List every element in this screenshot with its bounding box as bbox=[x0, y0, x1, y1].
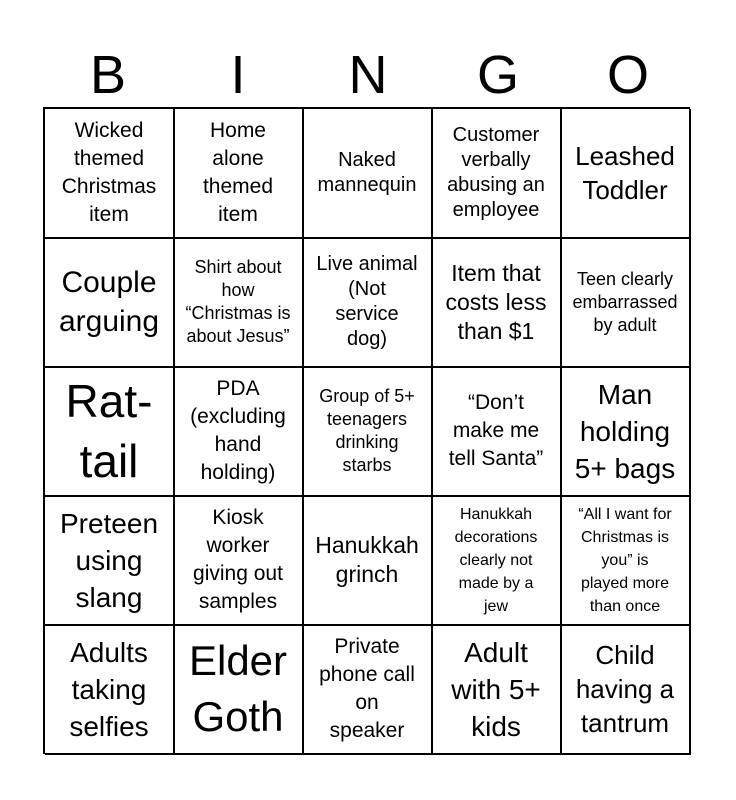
bingo-cell[interactable] bbox=[561, 367, 691, 497]
cell-text: Rat- tail bbox=[65, 375, 153, 487]
cell-text: Private phone call on speaker bbox=[319, 635, 415, 742]
cell-text: Home alone themed item bbox=[202, 119, 274, 226]
header-letter-b: B bbox=[89, 45, 127, 105]
bingo-cell[interactable] bbox=[432, 625, 562, 755]
bingo-cell[interactable] bbox=[174, 367, 304, 497]
bingo-cell[interactable] bbox=[432, 496, 562, 626]
cell-text: Item that costs less than $1 bbox=[445, 259, 547, 344]
cell-text: Couple arguing bbox=[58, 266, 160, 338]
cell-text: Shirt about how “Christmas is about Jesus” bbox=[185, 257, 291, 346]
bingo-cell[interactable] bbox=[432, 109, 562, 239]
cell-text: Adults taking selfies bbox=[69, 636, 149, 742]
bingo-card-grid bbox=[43, 107, 690, 754]
cell-text: Child having a tantrum bbox=[575, 640, 675, 738]
bingo-cell[interactable] bbox=[45, 367, 175, 497]
cell-text: Live animal (Not service dog) bbox=[316, 253, 418, 350]
cell-text: Hanukkah grinch bbox=[315, 532, 419, 587]
bingo-cell[interactable] bbox=[303, 367, 433, 497]
cell-text: Adult with 5+ kids bbox=[451, 636, 541, 742]
cell-text: Wicked themed Christmas item bbox=[61, 119, 157, 226]
cell-text: Naked mannequin bbox=[317, 149, 417, 196]
cell-text: “Don’t make me tell Santa” bbox=[448, 391, 544, 470]
bingo-cell[interactable] bbox=[303, 109, 433, 239]
bingo-cell[interactable] bbox=[432, 367, 562, 497]
bingo-cell[interactable] bbox=[45, 496, 175, 626]
bingo-cell[interactable] bbox=[174, 625, 304, 755]
bingo-cell[interactable] bbox=[45, 625, 175, 755]
cell-text: Preteen using slang bbox=[59, 507, 159, 613]
cell-text: Leashed Toddler bbox=[575, 141, 675, 205]
bingo-header bbox=[43, 44, 693, 106]
bingo-cell[interactable] bbox=[174, 109, 304, 239]
bingo-cell[interactable] bbox=[303, 625, 433, 755]
header-letter-i: I bbox=[230, 45, 246, 105]
bingo-cell[interactable] bbox=[561, 109, 691, 239]
bingo-cell[interactable] bbox=[561, 496, 691, 626]
bingo-cell[interactable] bbox=[45, 238, 175, 368]
bingo-cell[interactable] bbox=[45, 109, 175, 239]
bingo-cell[interactable] bbox=[561, 625, 691, 755]
cell-text: “All I want for Christmas is you” is played more than once bbox=[578, 505, 672, 615]
cell-text: Customer verbally abusing an employee bbox=[447, 124, 545, 221]
bingo-cell[interactable] bbox=[303, 238, 433, 368]
cell-text: Hanukkah decorations clearly not made by a jew bbox=[454, 505, 538, 615]
cell-text: Elder Goth bbox=[188, 637, 288, 740]
header-letter-o: O bbox=[606, 45, 649, 105]
cell-text: Teen clearly embarrassed by adult bbox=[572, 268, 678, 335]
cell-text: Man holding 5+ bags bbox=[574, 378, 676, 484]
cell-text: Group of 5+ teenagers drinking starbs bbox=[319, 386, 415, 475]
cell-text: PDA (excluding hand holding) bbox=[190, 377, 286, 484]
header-letter-g: G bbox=[476, 45, 519, 105]
bingo-cell[interactable] bbox=[561, 238, 691, 368]
header-letter-n: N bbox=[348, 45, 388, 105]
bingo-cell[interactable] bbox=[174, 238, 304, 368]
bingo-cell[interactable] bbox=[303, 496, 433, 626]
cell-text: Kiosk worker giving out samples bbox=[193, 506, 283, 613]
bingo-cell[interactable] bbox=[432, 238, 562, 368]
bingo-cell[interactable] bbox=[174, 496, 304, 626]
